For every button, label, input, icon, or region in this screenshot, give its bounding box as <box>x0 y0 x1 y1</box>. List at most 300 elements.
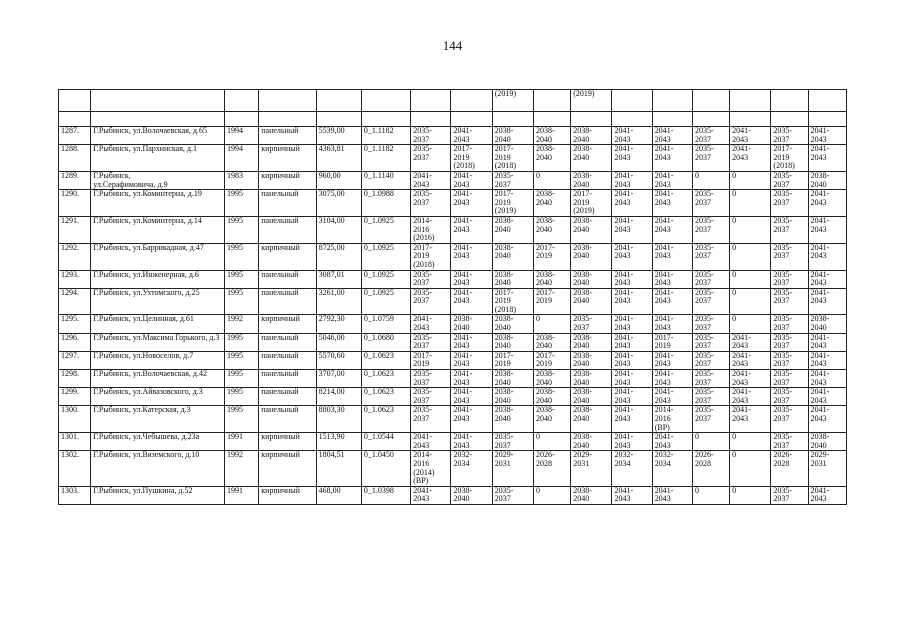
priority-index-cell: 0_1.0623 <box>361 370 410 388</box>
area-cell: 8214,00 <box>316 388 361 406</box>
term-cell: 2041- 2043 <box>451 190 492 217</box>
term-cell: 2041- 2043 <box>808 406 846 433</box>
area-cell: 2792,30 <box>316 315 361 333</box>
term-cell: 2038- 2040 <box>533 333 570 351</box>
area-cell: 5539,00 <box>316 127 361 145</box>
gap-cell <box>808 112 846 127</box>
gap-cell <box>59 112 91 127</box>
term-cell: 0 <box>730 190 771 217</box>
term-cell: 2041- 2043 <box>612 216 652 243</box>
term-cell: 2035- 2037 <box>492 433 533 451</box>
term-cell: 2038- 2040 <box>571 351 612 369</box>
row-number-cell: 1293. <box>59 270 91 288</box>
term-cell: 2017- 2019 (2018) <box>492 288 533 315</box>
address-cell: Г.Рыбинск, ул.Пушкина, д.52 <box>91 486 225 504</box>
term-cell: 2041- 2043 <box>730 333 771 351</box>
term-cell: 2041- 2043 <box>652 243 692 270</box>
row-number-cell: 1302. <box>59 451 91 486</box>
term-cell: 2041- 2043 <box>652 370 692 388</box>
row-number-cell: 1290. <box>59 190 91 217</box>
term-cell: 2038- 2040 <box>533 190 570 217</box>
table-row <box>59 486 847 504</box>
term-cell: 2041- 2043 <box>730 351 771 369</box>
term-cell: 2035- 2037 <box>692 406 729 433</box>
wall-material-cell: кирпичный <box>259 451 316 486</box>
area-cell: 8803,30 <box>316 406 361 433</box>
term-cell: 2038- 2040 <box>808 315 846 333</box>
row-number-cell: 1298. <box>59 370 91 388</box>
address-cell: Г.Рыбинск, ул.Ухтомского, д.25 <box>91 288 225 315</box>
term-cell: 2041- 2043 <box>808 190 846 217</box>
wall-material-cell: кирпичный <box>259 243 316 270</box>
priority-index-cell: 0_1.1182 <box>361 145 410 172</box>
area-cell: 5570,60 <box>316 351 361 369</box>
year-cell <box>225 90 259 112</box>
term-cell: 2017- 2019 (2019) <box>492 190 533 217</box>
term-cell: 2038- 2040 <box>533 388 570 406</box>
priority-index-cell: 0_1.0925 <box>361 270 410 288</box>
priority-index-cell: 0_1.0925 <box>361 216 410 243</box>
term-cell: 2041- 2043 <box>411 486 451 504</box>
gap-cell <box>730 112 771 127</box>
gap-cell <box>91 112 225 127</box>
term-cell: 2035- 2037 <box>692 216 729 243</box>
term-cell: 2041- 2043 <box>652 127 692 145</box>
year-cell: 1995 <box>225 288 259 315</box>
priority-index-cell: 0_1.0623 <box>361 388 410 406</box>
term-cell: 2038- 2040 <box>571 243 612 270</box>
term-cell: 2035- 2037 <box>771 333 808 351</box>
term-cell: 2035- 2037 <box>692 145 729 172</box>
area-cell <box>316 90 361 112</box>
gap-cell <box>533 112 570 127</box>
term-cell: 2041- 2043 <box>730 127 771 145</box>
term-cell: 2035- 2037 <box>492 171 533 189</box>
address-cell: Г.Рыбинск, ул.Максима Горького, д.3 <box>91 333 225 351</box>
term-cell: 2035- 2037 <box>771 388 808 406</box>
term-cell: 2041- 2043 <box>808 486 846 504</box>
term-cell: 2017- 2019 <box>533 288 570 315</box>
address-cell: Г.Рыбинск, ул.Чебышева, д.23а <box>91 433 225 451</box>
term-cell: 2038- 2040 <box>533 370 570 388</box>
term-cell: 2035- 2037 <box>692 288 729 315</box>
address-cell: Г.Рыбинск, ул.Целинная, д.61 <box>91 315 225 333</box>
term-cell: 2041- 2043 <box>451 216 492 243</box>
term-cell: 2035- 2037 <box>771 406 808 433</box>
term-cell: 2035- 2037 <box>411 333 451 351</box>
term-cell: 2038- 2040 <box>571 433 612 451</box>
term-cell: 2041- 2043 <box>612 486 652 504</box>
year-cell: 1995 <box>225 216 259 243</box>
year-cell: 1995 <box>225 270 259 288</box>
term-cell: 2017- 2019 <box>492 351 533 369</box>
term-cell: 2041- 2043 <box>730 406 771 433</box>
area-cell: 3075,00 <box>316 190 361 217</box>
term-cell: 2041- 2043 <box>652 486 692 504</box>
year-cell: 1995 <box>225 243 259 270</box>
gap-cell <box>771 112 808 127</box>
term-cell: 2038- 2040 <box>492 315 533 333</box>
row-number-cell: 1291. <box>59 216 91 243</box>
gap-cell <box>492 112 533 127</box>
term-cell: 2014- 2016 (2016) <box>411 216 451 243</box>
term-cell <box>451 90 492 112</box>
wall-material-cell: панельный <box>259 388 316 406</box>
year-cell: 1991 <box>225 433 259 451</box>
year-cell: 1995 <box>225 190 259 217</box>
term-cell: 0 <box>692 433 729 451</box>
term-cell <box>652 90 692 112</box>
row-number-cell: 1303. <box>59 486 91 504</box>
wall-material-cell: панельный <box>259 333 316 351</box>
year-cell: 1992 <box>225 451 259 486</box>
table-row <box>59 190 847 217</box>
term-cell: 2041- 2043 <box>808 333 846 351</box>
term-cell: 2038- 2040 <box>492 243 533 270</box>
table-row <box>59 288 847 315</box>
term-cell: 2038- 2040 <box>571 216 612 243</box>
term-cell: 2041- 2043 <box>652 145 692 172</box>
wall-material-cell: кирпичный <box>259 145 316 172</box>
table-row <box>59 406 847 433</box>
term-cell: 2017- 2019 (2018) <box>771 145 808 172</box>
priority-index-cell <box>361 90 410 112</box>
area-cell: 3104,00 <box>316 216 361 243</box>
row-number-cell <box>59 90 91 112</box>
term-cell: 2041- 2043 <box>451 433 492 451</box>
year-cell: 1991 <box>225 486 259 504</box>
term-cell: 2035- 2037 <box>771 486 808 504</box>
wall-material-cell: кирпичный <box>259 315 316 333</box>
priority-index-cell: 0_1.0680 <box>361 333 410 351</box>
term-cell: 2041- 2043 <box>808 145 846 172</box>
term-cell: 0 <box>692 171 729 189</box>
term-cell <box>771 90 808 112</box>
row-number-cell: 1294. <box>59 288 91 315</box>
year-cell: 1994 <box>225 127 259 145</box>
row-number-cell: 1301. <box>59 433 91 451</box>
term-cell: 2038- 2040 <box>571 388 612 406</box>
wall-material-cell: панельный <box>259 127 316 145</box>
table-row <box>59 433 847 451</box>
term-cell: 2029- 2031 <box>492 451 533 486</box>
term-cell: 2038- 2040 <box>571 145 612 172</box>
term-cell: 2035- 2037 <box>692 190 729 217</box>
term-cell: 2035- 2037 <box>411 288 451 315</box>
term-cell: 2017- 2019 <box>652 333 692 351</box>
table-row <box>59 171 847 189</box>
term-cell: 0 <box>730 486 771 504</box>
term-cell: 2038- 2040 <box>571 127 612 145</box>
term-cell: 2017- 2019 <box>533 243 570 270</box>
term-cell: 2038- 2040 <box>492 388 533 406</box>
year-cell: 1983 <box>225 171 259 189</box>
page-number: 144 <box>442 38 463 53</box>
priority-index-cell: 0_1.0925 <box>361 288 410 315</box>
term-cell: 2041- 2043 <box>612 145 652 172</box>
term-cell: 2041- 2043 <box>411 315 451 333</box>
term-cell: 2035- 2037 <box>771 270 808 288</box>
priority-index-cell: 0_1.0623 <box>361 406 410 433</box>
table-row <box>59 216 847 243</box>
term-cell <box>612 90 652 112</box>
term-cell: 0 <box>730 216 771 243</box>
term-cell: 2041- 2043 <box>451 370 492 388</box>
priority-index-cell: 0_1.0544 <box>361 433 410 451</box>
term-cell: 2038- 2040 <box>533 216 570 243</box>
term-cell: 2032- 2034 <box>612 451 652 486</box>
term-cell: 2041- 2043 <box>808 127 846 145</box>
term-cell: 2035- 2037 <box>492 486 533 504</box>
term-cell: 2035- 2037 <box>411 127 451 145</box>
priority-index-cell: 0_1.0398 <box>361 486 410 504</box>
area-cell: 5046,00 <box>316 333 361 351</box>
term-cell: 2041- 2043 <box>808 243 846 270</box>
term-cell: 2035- 2037 <box>692 243 729 270</box>
term-cell <box>411 90 451 112</box>
term-cell: 2017- 2019 (2018) <box>492 145 533 172</box>
table-row <box>59 451 847 486</box>
gap-cell <box>225 112 259 127</box>
row-number-cell: 1287. <box>59 127 91 145</box>
area-cell: 1804,51 <box>316 451 361 486</box>
term-cell: 2041- 2043 <box>411 433 451 451</box>
term-cell: 2041- 2043 <box>612 370 652 388</box>
term-cell: 0 <box>730 243 771 270</box>
term-cell: 2035- 2037 <box>411 145 451 172</box>
priority-index-cell: 0_1.1140 <box>361 171 410 189</box>
address-cell: Г.Рыбинск, ул.Новоселов, д.7 <box>91 351 225 369</box>
area-cell: 3707,00 <box>316 370 361 388</box>
term-cell: 2035- 2037 <box>571 315 612 333</box>
address-cell: Г.Рыбинск, ул.Баррикадная, д.47 <box>91 243 225 270</box>
year-cell: 1995 <box>225 370 259 388</box>
term-cell: 0 <box>730 433 771 451</box>
term-cell: 2041- 2043 <box>612 288 652 315</box>
gap-cell <box>612 112 652 127</box>
term-cell: 2035- 2037 <box>411 270 451 288</box>
table-row <box>59 388 847 406</box>
term-cell: 2035- 2037 <box>692 351 729 369</box>
term-cell: 2041- 2043 <box>451 388 492 406</box>
term-cell: 2026- 2028 <box>692 451 729 486</box>
term-cell: 0 <box>533 433 570 451</box>
term-cell: 2041- 2043 <box>612 333 652 351</box>
term-cell: 2038- 2040 <box>808 171 846 189</box>
term-cell: 2041- 2043 <box>808 351 846 369</box>
term-cell: 2038- 2040 <box>492 216 533 243</box>
term-cell: 2035- 2037 <box>692 388 729 406</box>
term-cell: 2029- 2031 <box>808 451 846 486</box>
term-cell: 2041- 2043 <box>612 406 652 433</box>
gap-cell <box>316 112 361 127</box>
year-cell: 1995 <box>225 406 259 433</box>
term-cell: 2017- 2019 (2019) <box>571 190 612 217</box>
table-row-continued <box>59 90 847 112</box>
term-cell: 2017- 2019 <box>533 351 570 369</box>
term-cell <box>730 90 771 112</box>
address-cell: Г.Рыбинск, ул.Инженерная, д.6 <box>91 270 225 288</box>
term-cell: 2038- 2040 <box>571 171 612 189</box>
term-cell: 2041- 2043 <box>612 171 652 189</box>
term-cell: 2041- 2043 <box>652 288 692 315</box>
table-gap <box>59 112 847 127</box>
priority-index-cell: 0_1.1182 <box>361 127 410 145</box>
wall-material-cell: панельный <box>259 351 316 369</box>
term-cell: 2041- 2043 <box>730 388 771 406</box>
gap-cell <box>692 112 729 127</box>
term-cell: 2041- 2043 <box>612 433 652 451</box>
term-cell: 0 <box>730 451 771 486</box>
priority-index-cell: 0_1.0623 <box>361 351 410 369</box>
term-cell: 2041- 2043 <box>652 388 692 406</box>
gap-cell <box>411 112 451 127</box>
term-cell: 2026- 2028 <box>533 451 570 486</box>
term-cell: 2041- 2043 <box>808 370 846 388</box>
term-cell: 0 <box>533 315 570 333</box>
priority-index-cell: 0_1.0759 <box>361 315 410 333</box>
term-cell: 2038- 2040 <box>571 486 612 504</box>
table-row <box>59 315 847 333</box>
priority-index-cell: 0_1.0450 <box>361 451 410 486</box>
row-number-cell: 1292. <box>59 243 91 270</box>
term-cell: 0 <box>730 288 771 315</box>
term-cell: 2017- 2019 <box>411 351 451 369</box>
term-cell: 2038- 2040 <box>571 288 612 315</box>
gap-cell <box>571 112 612 127</box>
term-cell: 2041- 2043 <box>808 288 846 315</box>
term-cell: 2041- 2043 <box>612 388 652 406</box>
term-cell: 2035- 2037 <box>771 190 808 217</box>
row-number-cell: 1289. <box>59 171 91 189</box>
term-cell: 2041- 2043 <box>451 243 492 270</box>
year-cell: 1995 <box>225 351 259 369</box>
address-cell: Г.Рыбинск, ул.Айвазовского, д.3 <box>91 388 225 406</box>
wall-material-cell: панельный <box>259 288 316 315</box>
address-cell <box>91 90 225 112</box>
term-cell: 2041- 2043 <box>652 315 692 333</box>
term-cell: 2038- 2040 <box>533 145 570 172</box>
gap-cell <box>361 112 410 127</box>
term-cell: 2035- 2037 <box>771 315 808 333</box>
term-cell: 2038- 2040 <box>451 315 492 333</box>
term-cell: 2032- 2034 <box>451 451 492 486</box>
year-cell: 1992 <box>225 315 259 333</box>
term-cell: 2035- 2037 <box>692 370 729 388</box>
wall-material-cell: кирпичный <box>259 171 316 189</box>
table-row <box>59 145 847 172</box>
term-cell: 0 <box>730 315 771 333</box>
term-cell: 2035- 2037 <box>692 315 729 333</box>
building-registry-table <box>58 89 847 505</box>
term-cell: 2041- 2043 <box>652 190 692 217</box>
gap-cell <box>451 112 492 127</box>
address-cell: Г.Рыбинск, ул.Волочаевская, д.65 <box>91 127 225 145</box>
term-cell: 0 <box>692 486 729 504</box>
term-cell: 2035- 2037 <box>771 171 808 189</box>
term-cell: 2035- 2037 <box>692 127 729 145</box>
term-cell: 2041- 2043 <box>451 351 492 369</box>
term-cell: 2041- 2043 <box>451 171 492 189</box>
term-cell: 2035- 2037 <box>771 127 808 145</box>
row-number-cell: 1300. <box>59 406 91 433</box>
term-cell: 2035- 2037 <box>411 406 451 433</box>
table-row <box>59 127 847 145</box>
term-cell: 2041- 2043 <box>451 270 492 288</box>
term-cell: 2041- 2043 <box>451 127 492 145</box>
area-cell: 4363,81 <box>316 145 361 172</box>
term-cell: (2019) <box>571 90 612 112</box>
term-cell: 2035- 2037 <box>411 370 451 388</box>
term-cell: 0 <box>533 171 570 189</box>
term-cell: 2041- 2043 <box>451 406 492 433</box>
term-cell: 2035- 2037 <box>771 243 808 270</box>
area-cell: 960,00 <box>316 171 361 189</box>
table-row <box>59 243 847 270</box>
term-cell: 2038- 2040 <box>571 406 612 433</box>
row-number-cell: 1297. <box>59 351 91 369</box>
year-cell: 1995 <box>225 388 259 406</box>
term-cell: 2041- 2043 <box>612 270 652 288</box>
term-cell: 2038- 2040 <box>571 370 612 388</box>
wall-material-cell: панельный <box>259 406 316 433</box>
term-cell: 2017- 2019 (2018) <box>451 145 492 172</box>
term-cell: 2035- 2037 <box>411 190 451 217</box>
term-cell: 2041- 2043 <box>612 315 652 333</box>
area-cell: 3087,01 <box>316 270 361 288</box>
term-cell: (2019) <box>492 90 533 112</box>
term-cell: 2038- 2040 <box>533 406 570 433</box>
wall-material-cell: кирпичный <box>259 433 316 451</box>
term-cell: 2026- 2028 <box>771 451 808 486</box>
term-cell: 2035- 2037 <box>692 270 729 288</box>
term-cell: 2041- 2043 <box>451 333 492 351</box>
area-cell: 8725,00 <box>316 243 361 270</box>
term-cell: 0 <box>533 486 570 504</box>
term-cell: 2041- 2043 <box>652 270 692 288</box>
wall-material-cell: панельный <box>259 370 316 388</box>
term-cell: 2032- 2034 <box>652 451 692 486</box>
term-cell: 2029- 2031 <box>571 451 612 486</box>
year-cell: 1995 <box>225 333 259 351</box>
address-cell: Г.Рыбинск, ул.Вяземского, д.10 <box>91 451 225 486</box>
term-cell: 2038- 2040 <box>492 333 533 351</box>
address-cell: Г.Рыбинск, ул.Серафимовича, д.9 <box>91 171 225 189</box>
term-cell: 2038- 2040 <box>571 270 612 288</box>
term-cell: 2041- 2043 <box>451 288 492 315</box>
area-cell: 3261,00 <box>316 288 361 315</box>
address-cell: Г.Рыбинск, ул.Волочаевская, д.42 <box>91 370 225 388</box>
term-cell: 2035- 2037 <box>692 333 729 351</box>
term-cell: 0 <box>730 270 771 288</box>
row-number-cell: 1295. <box>59 315 91 333</box>
term-cell: 2038- 2040 <box>571 333 612 351</box>
term-cell: 2041- 2043 <box>730 370 771 388</box>
term-cell: 2038- 2040 <box>533 270 570 288</box>
table-row <box>59 370 847 388</box>
address-cell: Г.Рыбинск, ул.Коминтерна, д.19 <box>91 190 225 217</box>
term-cell: 2014- 2016 (2014) (ВР) <box>411 451 451 486</box>
year-cell: 1994 <box>225 145 259 172</box>
term-cell <box>533 90 570 112</box>
term-cell: 2038- 2040 <box>533 127 570 145</box>
wall-material-cell: кирпичный <box>259 486 316 504</box>
term-cell: 2041- 2043 <box>652 433 692 451</box>
term-cell: 2041- 2043 <box>808 270 846 288</box>
address-cell: Г.Рыбинск, ул.Катерская, д.3 <box>91 406 225 433</box>
term-cell: 2041- 2043 <box>612 190 652 217</box>
term-cell: 2041- 2043 <box>411 171 451 189</box>
